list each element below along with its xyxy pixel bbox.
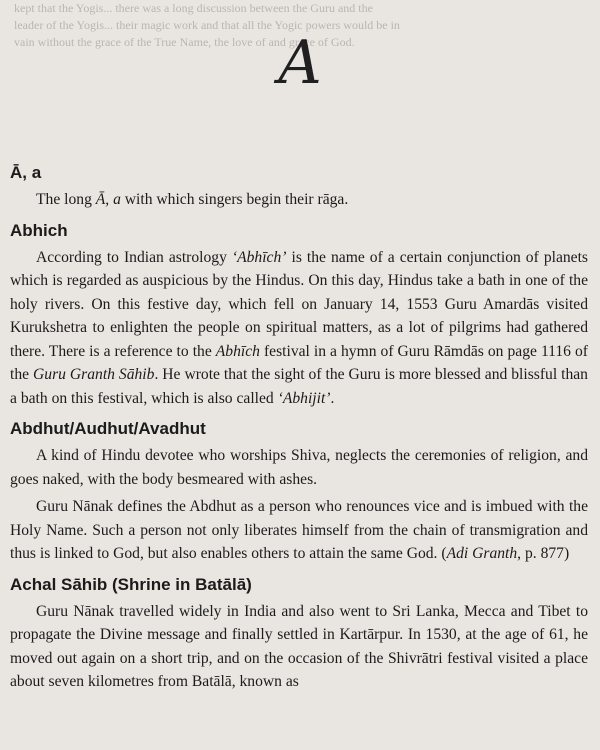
glossary-content	[10, 162, 588, 694]
headword: Abdhut/Audhut/Avadhut	[10, 419, 206, 438]
page-section-letter: A	[278, 28, 322, 98]
headword: Abhich	[10, 220, 68, 240]
headword: Achal Sāhib (Shrine in Batālā)	[10, 574, 252, 594]
entry-abdhut	[10, 418, 588, 566]
entry-paragraph: Guru Nānak travelled widely in India and also went to Sri Lanka, Mecca and Tibet to propagate the Divine message and finally settled in Kartārpur. In 1530, at the age of 61, he moved out again on a short trip, and on the occasion of the Shivrātri festival visited a place about seven kilometres from Batālā, known as	[10, 602, 588, 690]
bleed-through-text: kept that the Yogis... there was a long discussion between the Guru and the leader of the Yogis... their magic work and that all the Yogic powers would be in vain without the grace of the True Name, the love of and grace of God.	[14, 1, 400, 49]
entry-paragraph: A kind of Hindu devotee who worships Shiva, neglects the ceremonies of religion, and goes naked, with the body besmeared with ashes.	[10, 447, 588, 488]
entry-paragraph: Guru Nānak defines the Abdhut as a person who renounces vice and is imbued with the Holy Name. Such a person not only liberates himself from the chain of transmigration and thus is linked to God, but also enables others to attain the same God. (Adi Granth, p. 877)	[10, 498, 588, 562]
headword: Ā, a	[10, 163, 42, 182]
entry-achal-sahib	[10, 574, 588, 694]
entry-abhich	[10, 220, 588, 411]
entry-paragraph: According to Indian astrology ‘Abhīch’ is the name of a certain conjunction of planets which is regarded as auspicious by the Hindus. On this day, Hindus take a bath in one of the holy rivers. On this festive day, which fell on January 14, 1553 Guru Amardās visited Kurukshetra to enlighten the people on spiritual matters, as a lot of pilgrims had gathered there. There is a reference to the Abhīch festival in a hymn of Guru Rāmdās on page 1116 of the Guru Granth Sāhib. He wrote that the sight of the Guru is more blessed and blissful than a bath on this festival, which is also called ‘Abhijit’.	[10, 248, 588, 407]
entry-paragraph: The long Ā, a with which singers begin their rāga.	[36, 191, 349, 208]
entry-a	[10, 162, 588, 212]
